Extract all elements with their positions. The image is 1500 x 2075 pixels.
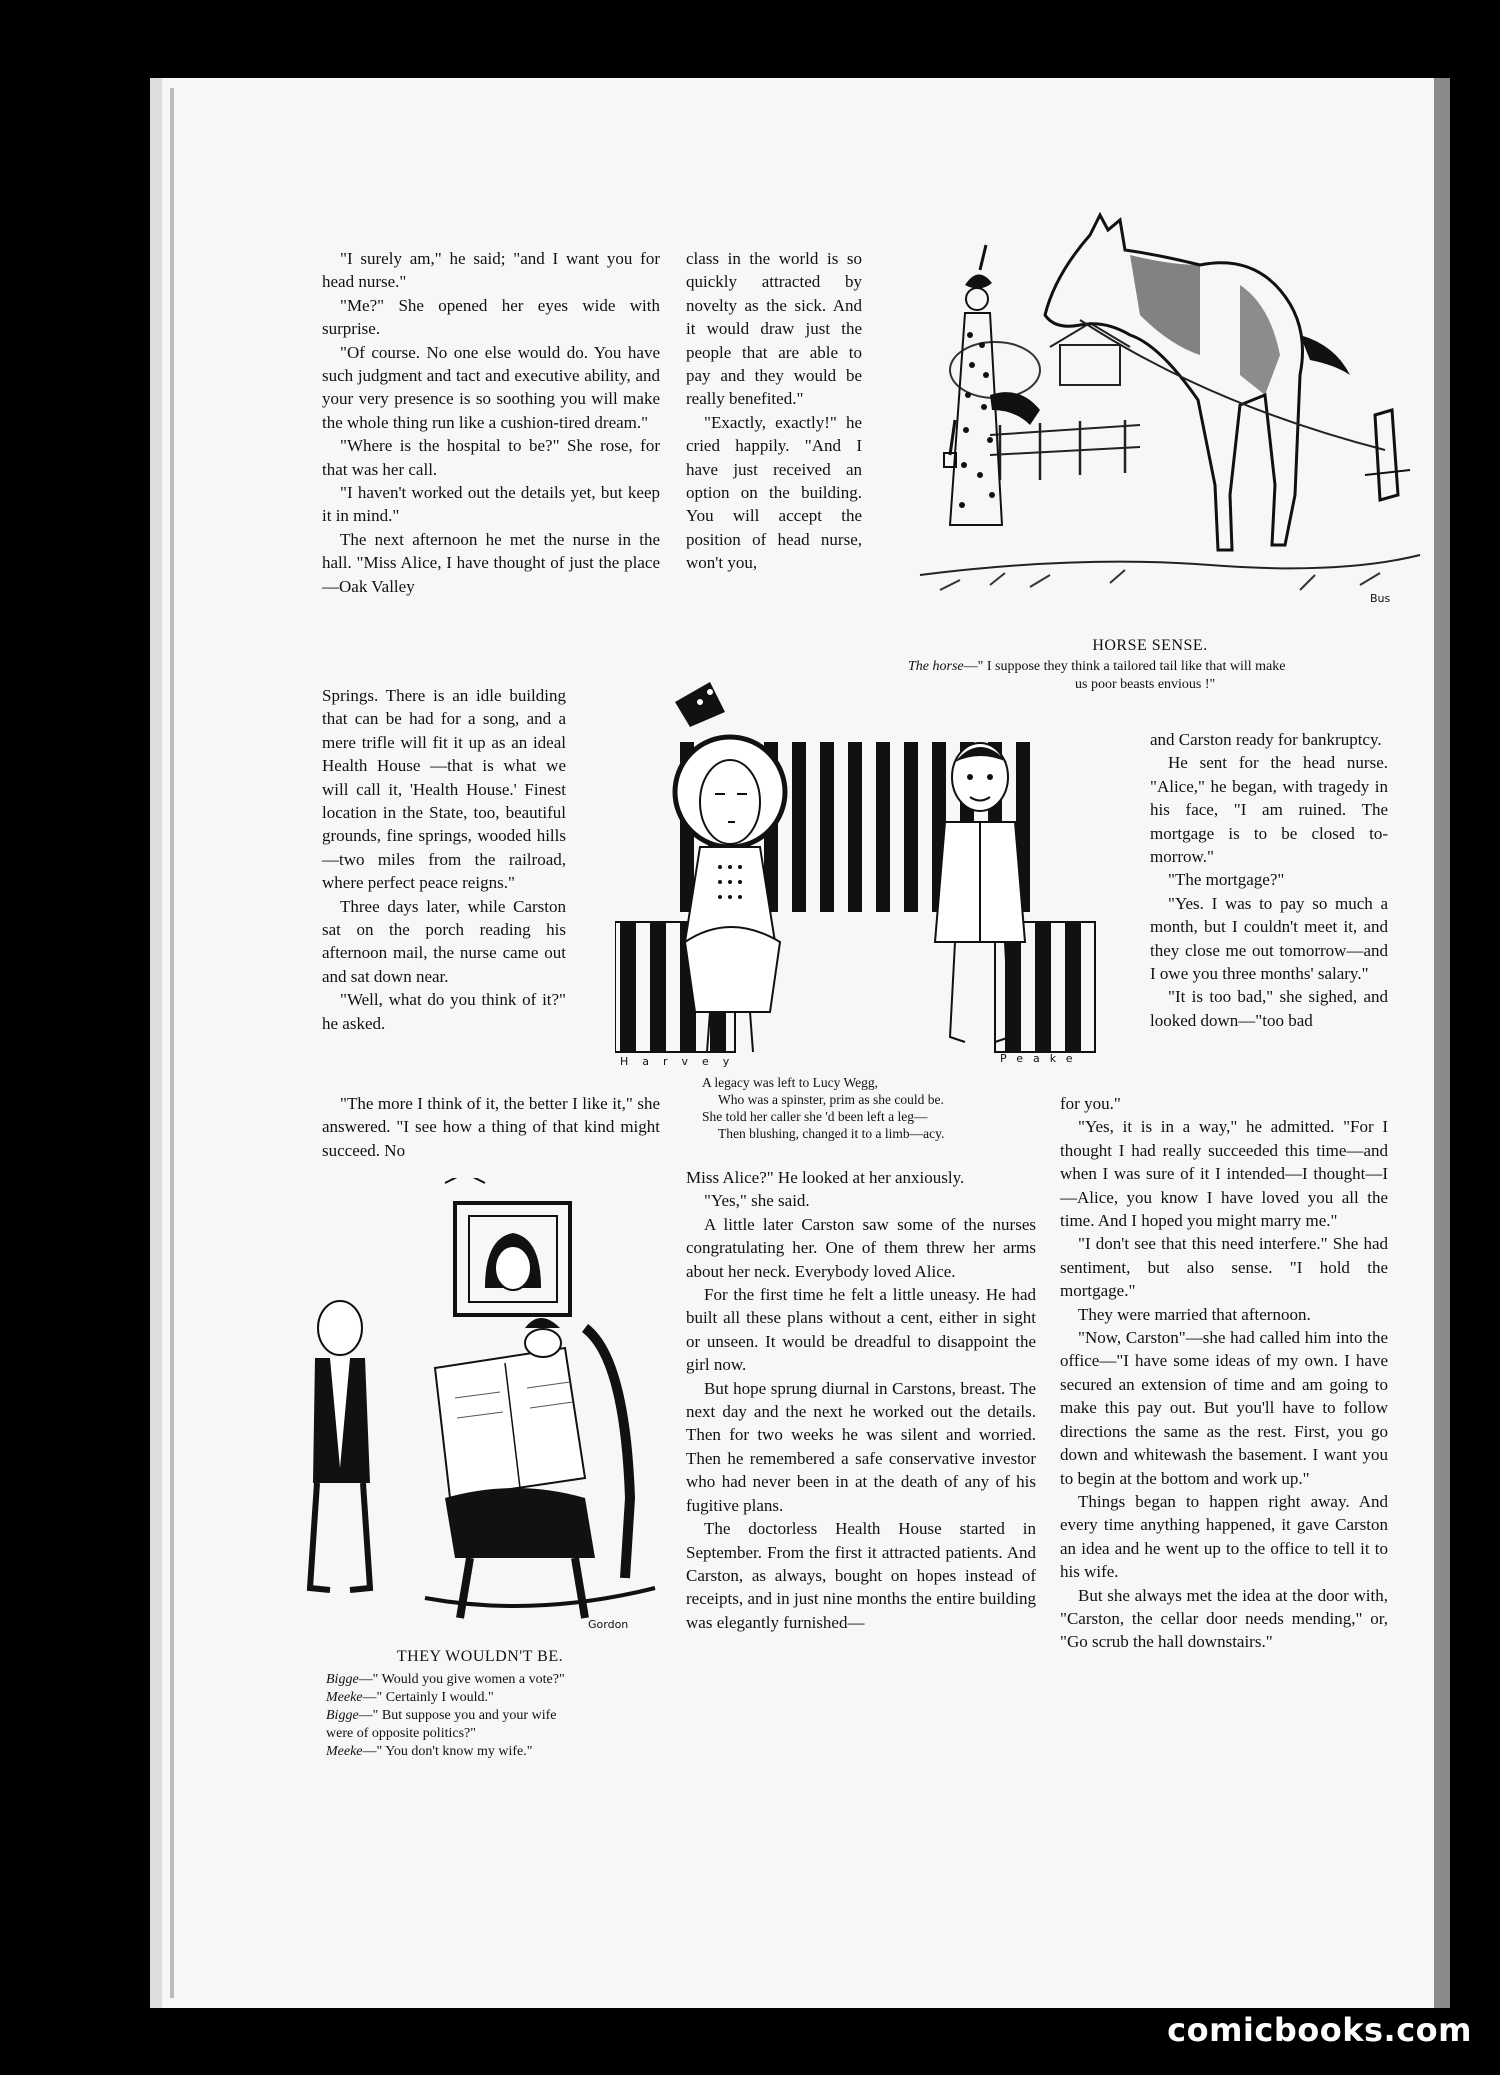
horse-artist-signature: Bus bbox=[1370, 592, 1391, 605]
paragraph: "Now, Carston"—she had called him into the office—"I have some ideas of my own. I have secured an extension of time and am going to make this pay out. But you'll have to follow directions the same as the rest. First, you go down and whitewash the basement. I want you to begin at the bottom and work up." bbox=[1060, 1328, 1388, 1488]
paragraph: The next afternoon he met the nurse in the hall. "Miss Alice, I have thought of just the place—Oak Valley bbox=[322, 529, 660, 596]
paragraph: "Well, what do you think of it?" he asked. bbox=[322, 990, 566, 1033]
verse-line: Who was a spinster, prim as she could be. bbox=[718, 1092, 944, 1107]
paragraph: "I don't see that this need interfere." She had sentiment, but also sense. "I hold the mortgage." bbox=[1060, 1234, 1388, 1301]
dialogue-text: were of opposite politics?" bbox=[326, 1726, 476, 1741]
paragraph: Things began to happen right away. And every time anything happened, it gave Carston an idea and he went up to the office to tell it to his wife. bbox=[1060, 1491, 1388, 1582]
dialogue-line bbox=[326, 1671, 666, 1689]
column-3-bottom bbox=[1060, 1092, 1388, 1654]
dialogue-text: —" Certainly I would." bbox=[362, 1690, 494, 1705]
dialogue-line bbox=[326, 1707, 666, 1725]
verse-line: Then blushing, changed it to a limb—acy. bbox=[718, 1126, 945, 1141]
vote-cartoon-illustration bbox=[295, 1178, 675, 1643]
dialogue-speaker: Bigge bbox=[326, 1708, 359, 1723]
bench-artist-signature-right: Peake bbox=[1000, 1052, 1083, 1065]
paragraph: class in the world is so quickly attracted by novelty as the sick. And it would draw just the people that are able to pay and they would be really benefited." bbox=[686, 249, 862, 409]
vote-cartoon-title: THEY WOULDN'T BE. bbox=[396, 1648, 564, 1665]
binding-edge bbox=[170, 88, 174, 1998]
paragraph: "Exactly, exactly!" he cried happily. "And I have just received an option on the building. You will accept the position of head nurse, won't you, bbox=[686, 412, 862, 573]
paragraph: and Carston ready for bankruptcy. bbox=[1150, 730, 1382, 749]
dialogue-line bbox=[326, 1689, 666, 1707]
vote-artist-signature: Gordon bbox=[588, 1618, 629, 1631]
dialogue-speaker: Meeke bbox=[326, 1744, 363, 1759]
paragraph: "The mortgage?" bbox=[1168, 870, 1285, 890]
paragraph: He sent for the head nurse. "Alice," he began, with tragedy in his face, "I am ruined. The mortgage is to be closed to-morrow." bbox=[1150, 753, 1388, 867]
paragraph: for you." bbox=[1060, 1094, 1121, 1113]
paragraph: But hope sprung diurnal in Carstons, breast. The next day and the next he worked out the details. Then for two weeks he was silent and worried. Then he remembered a safe conservative investor who had never been in at the death of any of his fugitive plans. bbox=[686, 1378, 1036, 1515]
horse-cartoon-caption-cont: us poor beasts envious !" bbox=[1075, 677, 1216, 692]
column-1-bottom bbox=[322, 1092, 660, 1162]
column-2-top bbox=[686, 247, 862, 575]
paragraph: Three days later, while Carston sat on the porch reading his afternoon mail, the nurse came out and sat down near. bbox=[322, 896, 566, 986]
paragraph: "Yes, it is in a way," he admitted. "For I thought I had really succeeded this time—and when I was sure of it I intended—I thought—I—Alice, you know I have loved you all the time. And I hoped you might marry me." bbox=[1060, 1117, 1388, 1231]
dialogue-speaker: Meeke bbox=[326, 1690, 363, 1705]
column-2-bottom bbox=[686, 1166, 1036, 1634]
paragraph: "Where is the hospital to be?" She rose, for that was her call. bbox=[322, 436, 660, 479]
horse-cartoon-caption bbox=[908, 658, 1428, 676]
paragraph: "Yes," she said. bbox=[704, 1191, 810, 1211]
bench-verse bbox=[702, 1074, 1032, 1142]
column-1-top bbox=[322, 247, 660, 598]
caption-text: —" I suppose they think a tailored tail like that will make bbox=[963, 659, 1286, 674]
paragraph: "Yes. I was to pay so much a month, but I couldn't meet it, and they close me out tomorrow—and I owe you three months' salary." bbox=[1150, 893, 1388, 984]
dialogue-text: —" But suppose you and your wife bbox=[358, 1708, 557, 1723]
column-3-top bbox=[1150, 728, 1388, 1032]
dialogue-line bbox=[326, 1725, 666, 1743]
bench-artist-signature-left: Harvey bbox=[620, 1055, 744, 1068]
paragraph: But she always met the idea at the door with, "Carston, the cellar door needs mending," or, "Go scrub the hall downstairs." bbox=[1060, 1585, 1388, 1652]
paragraph: They were married that afternoon. bbox=[1078, 1304, 1311, 1324]
paragraph: Springs. There is an idle building that can be had for a song, and a mere trifle will fit it up as an ideal Health House —that is what we will call it, 'Health House.' Finest location in the State, too, beautiful grounds, fine springs, wooded hills—two miles from the railroad, where perfect peace reigns." bbox=[322, 686, 566, 893]
verse-line: A legacy was left to Lucy Wegg, bbox=[702, 1075, 878, 1090]
verse-line: She told her caller she 'd been left a leg— bbox=[702, 1109, 928, 1124]
site-watermark: comicbooks.com bbox=[1167, 2011, 1472, 2049]
dialogue-text: —" Would you give women a vote?" bbox=[358, 1672, 565, 1687]
paragraph: "I haven't worked out the details yet, but keep it in mind." bbox=[322, 483, 660, 526]
paragraph: "Of course. No one else would do. You have such judgment and tact and executive ability, and your very presence is so soothing you will make the whole thing run like a cushion-tired dream." bbox=[322, 342, 660, 432]
dialogue-line bbox=[326, 1743, 666, 1761]
paragraph: For the first time he felt a little uneasy. He had built all these plans without a cent, either in sight or unseen. It would be dreadful to disappoint the girl now. bbox=[686, 1285, 1036, 1375]
dialogue-text: —" You don't know my wife." bbox=[362, 1744, 533, 1759]
paragraph: A little later Carston saw some of the nurses congratulating her. One of them threw her arms about her neck. Everybody loved Alice. bbox=[686, 1214, 1036, 1281]
vote-cartoon-dialogue bbox=[326, 1671, 666, 1761]
bench-couple-illustration bbox=[615, 682, 1105, 1062]
column-1-mid bbox=[322, 684, 566, 1035]
horse-cartoon-title: HORSE SENSE. bbox=[1092, 637, 1208, 654]
caption-speaker: The horse bbox=[908, 659, 964, 674]
paragraph: The doctorless Health House started in September. From the first it attracted patients. And Carston, as always, bought on hopes instead of receipts, and in just nine months the entire building was elegantly furnished— bbox=[686, 1519, 1036, 1632]
paragraph: "It is too bad," she sighed, and looked down—"too bad bbox=[1150, 987, 1388, 1030]
paragraph: "The more I think of it, the better I like it," she answered. "I see how a thing of that kind might succeed. No bbox=[322, 1094, 660, 1160]
dialogue-speaker: Bigge bbox=[326, 1672, 359, 1687]
paragraph: "I surely am," he said; "and I want you for head nurse." bbox=[322, 249, 660, 292]
paragraph: Miss Alice?" He looked at her anxiously. bbox=[686, 1168, 965, 1187]
paragraph: "Me?" She opened her eyes wide with surprise. bbox=[322, 295, 660, 339]
horse-sense-illustration bbox=[880, 195, 1440, 635]
